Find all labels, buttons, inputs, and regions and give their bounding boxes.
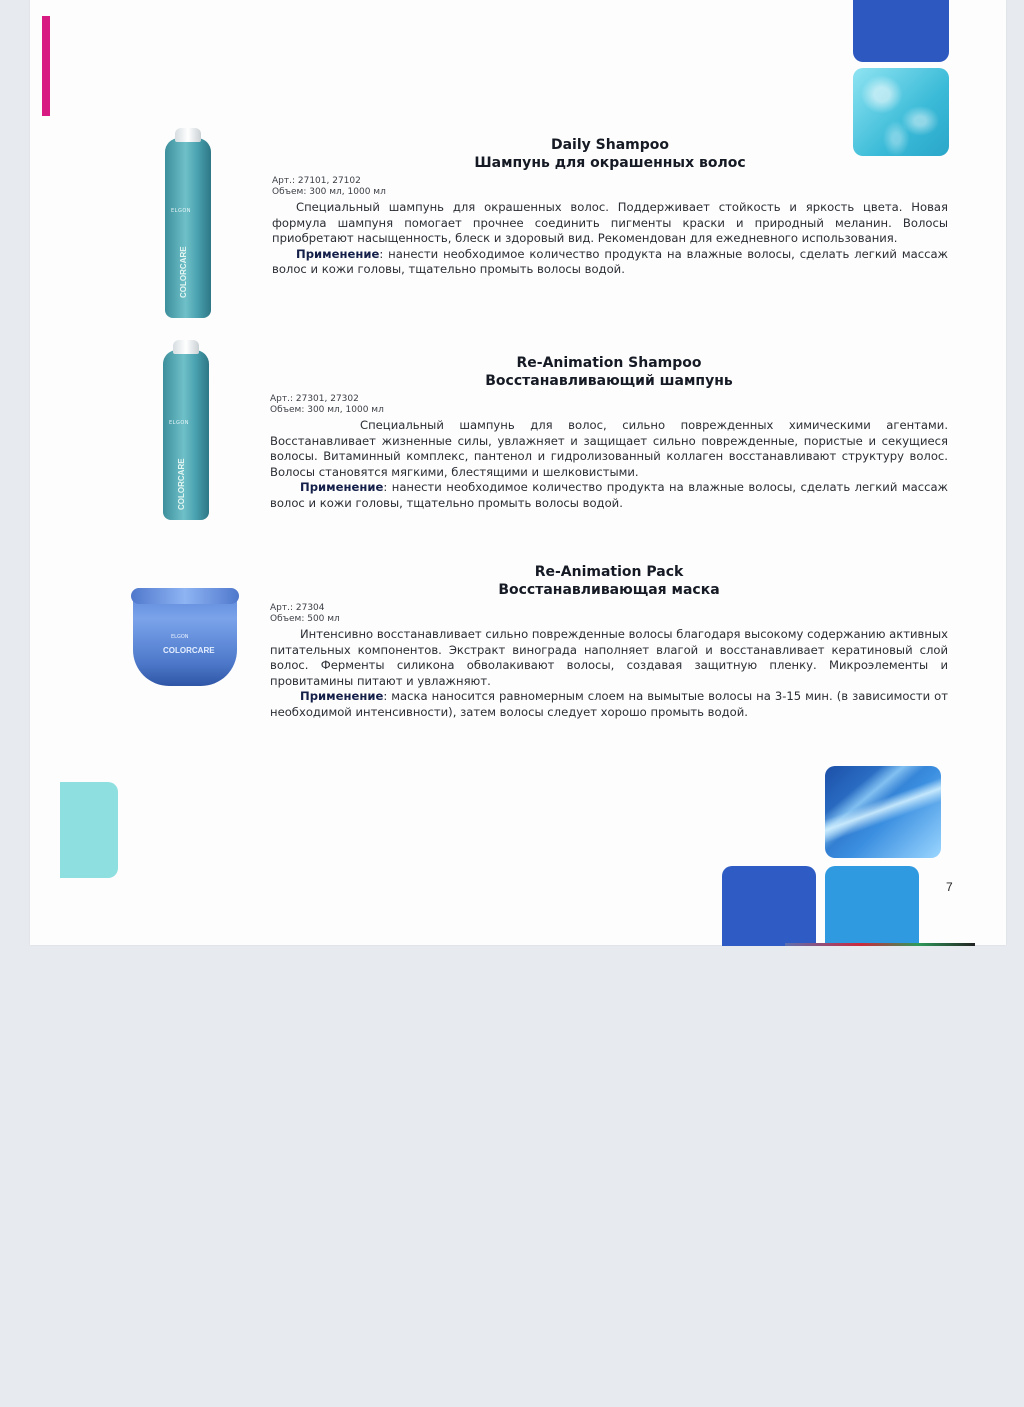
application-text: : нанести необходимое количество продукта на влажные волосы, сделать легкий массаж волос и кожи головы, тщательно промыть волосы водой.: [272, 246, 948, 276]
product-title-ru: Восстанавливающая маска: [498, 582, 720, 598]
bottle-brand: ELGON: [171, 208, 191, 214]
product-title-ru: Шампунь для окрашенных волос: [474, 155, 746, 171]
bottle-cap: [173, 340, 199, 354]
product-body: [270, 627, 948, 720]
product-description: Интенсивно восстанавливает сильно поврежденные волосы благодаря высокому содержанию активных питательных компонентов. Экстракт винограда наполняет влагой и восстанавливает кератиновый слой волос. Ферменты силикона обволакивают волосы, создавая защитную пленку. Микроэлементы и провитамины питают и увлажняют.: [270, 627, 948, 688]
product-image-daily-shampoo: [165, 138, 211, 318]
product-application: [270, 689, 948, 720]
decor-tile-leaf-image: [825, 766, 941, 858]
bottle-label: COLORCARE: [179, 246, 188, 298]
bottle-cap: [175, 128, 201, 142]
product-title-ru: Восстанавливающий шампунь: [485, 373, 733, 389]
pink-accent-strip: [42, 16, 50, 116]
product-volume: Объем: 300 мл, 1000 мл: [272, 187, 386, 197]
product-volume: Объем: 300 мл, 1000 мл: [270, 405, 384, 415]
product-section-daily-shampoo: [272, 136, 948, 278]
product-description: Специальный шампунь для волос, сильно поврежденных химическими агентами. Восстанавливает жизненные силы, увлажняет и защищает сильно поврежденные, пористые и секущиеся волосы. Витаминный комплекс, пантенол и гидролизованный коллаген восстанавливают структуру волос. Волосы становятся мягкими, блестящими и шелковистыми.: [270, 418, 948, 479]
bottle-brand: ELGON: [169, 420, 189, 426]
product-image-re-animation-pack: [133, 590, 237, 686]
product-image-re-animation-shampoo: [163, 350, 209, 520]
jar-lid: [131, 588, 239, 604]
application-label: Применение: [300, 480, 384, 494]
bottle-label: COLORCARE: [177, 458, 186, 510]
jar-label: COLORCARE: [163, 646, 215, 655]
application-text: : нанести необходимое количество продукта на влажные волосы, сделать легкий массаж волос и кожи головы, тщательно промыть волосы водой.: [270, 480, 948, 510]
product-body: [272, 200, 948, 278]
product-article: Арт.: 27101, 27102: [272, 176, 361, 186]
decor-tile-blue-top: [853, 0, 949, 62]
decor-tile-aqua: [60, 782, 118, 878]
product-volume: Объем: 500 мл: [270, 614, 340, 624]
product-title-en: Re-Animation Shampoo: [516, 355, 702, 371]
product-article: Арт.: 27301, 27302: [270, 394, 359, 404]
application-text: : маска наносится равномерным слоем на вымытые волосы на 3-15 мин. (в зависимости от необходимой интенсивности), затем волосы следует хорошо промыть водой.: [270, 689, 948, 719]
product-section-re-animation-shampoo: [270, 354, 948, 511]
product-title-en: Daily Shampoo: [550, 137, 669, 153]
catalog-page: [30, 0, 1006, 945]
product-title-en: Re-Animation Pack: [534, 564, 684, 580]
product-article: Арт.: 27304: [270, 603, 325, 613]
product-application: [270, 480, 948, 511]
page-number: 7: [946, 880, 953, 894]
application-label: Применение: [300, 689, 384, 703]
product-body: [270, 418, 948, 511]
application-label: Применение: [296, 246, 380, 261]
jar-brand: ELGON: [171, 634, 189, 640]
product-section-re-animation-pack: [270, 563, 948, 720]
product-application: [272, 247, 948, 278]
decor-tile-blue-bottom-2: [825, 866, 919, 946]
decor-tile-blue-bottom-1: [722, 866, 816, 946]
color-strip: [785, 943, 975, 946]
product-description: Специальный шампунь для окрашенных волос. Поддерживает стойкость и яркость цвета. Новая формула шампуня помогает прочнее соединить пигменты краски и природный меланин. Волосы приобретают насыщенность, блеск и здоровый вид. Рекомендован для ежедневного использования.: [272, 200, 948, 245]
